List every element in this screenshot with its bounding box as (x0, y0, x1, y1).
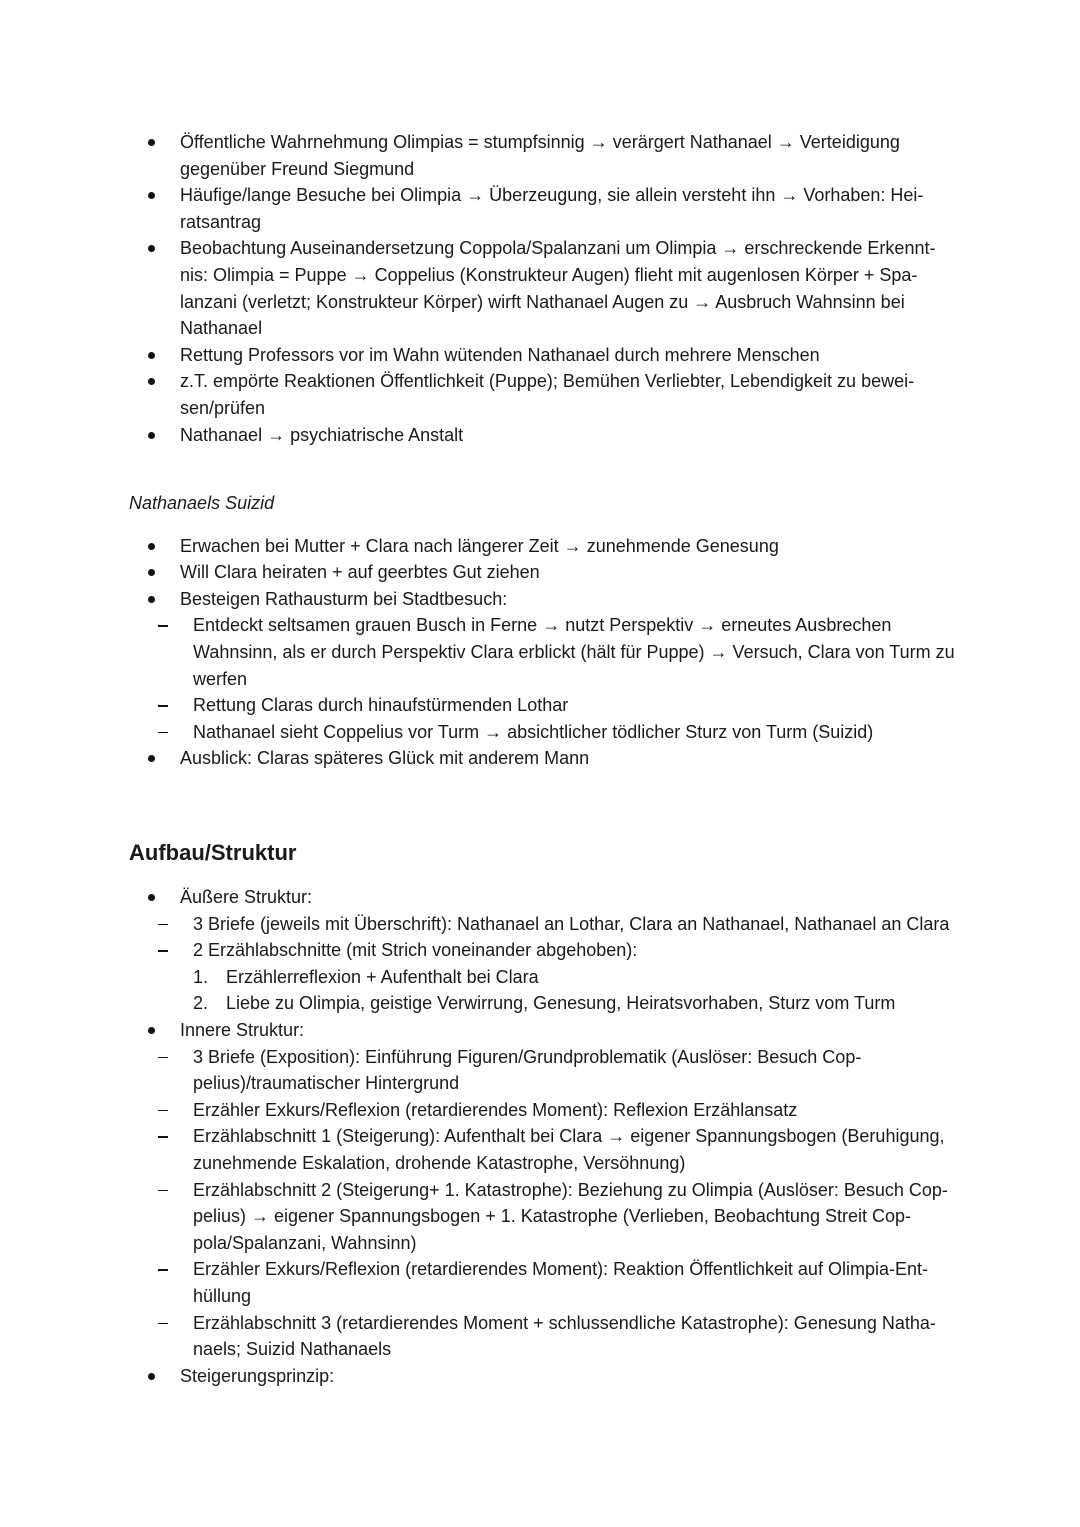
list-item: Häufige/lange Besuche bei Olimpia → Überzeugung, sie allein versteht ihn → Vorhaben: Hei-ratsantrag (0, 182, 1080, 235)
section-aufbau-struktur (0, 838, 1080, 1389)
plot-summary-list (0, 129, 1080, 448)
list-item: Erwachen bei Mutter + Clara nach längerer Zeit → zunehmende Genesung (0, 533, 1080, 560)
dash-item: 3 Briefe (jeweils mit Überschrift): Nathanael an Lothar, Clara an Nathanael, Nathanael an Clara (0, 911, 1080, 938)
list-item: Steigerungsprinzip: (0, 1363, 1080, 1390)
numbered-item-text: Erzählerreflexion + Aufenthalt bei Clara (226, 966, 539, 987)
section-heading: Aufbau/Struktur (129, 840, 297, 865)
dash-item: Erzählabschnitt 1 (Steigerung): Aufenthalt bei Clara → eigener Spannungsbogen (Beruhigung, zunehmende Eskalation, drohende Katastrophe, Versöhnung) (0, 1123, 1080, 1176)
subsection-title: Nathanaels Suizid (129, 493, 275, 513)
list-item: Nathanael → psychiatrische Anstalt (0, 422, 1080, 449)
dash-item: Entdeckt seltsamen grauen Busch in Ferne → nutzt Perspektiv → erneutes Ausbrechen Wahnsinn, als er durch Perspektiv Clara erblickt (hält für Puppe) → Versuch, Clara von Turm zu werfen (0, 612, 1080, 692)
dash-item: Rettung Claras durch hinaufstürmenden Lothar (0, 692, 1080, 719)
dash-item: Erzählabschnitt 3 (retardierendes Moment + schlussendliche Katastrophe): Genesung Natha-naels; Suizid Nathanaels (0, 1310, 1080, 1363)
dash-item: Erzähler Exkurs/Reflexion (retardierendes Moment): Reflexion Erzählansatz (0, 1097, 1080, 1124)
numbered-item-text: Liebe zu Olimpia, geistige Verwirrung, Genesung, Heiratsvorhaben, Sturz vom Turm (226, 993, 896, 1014)
list-item: Besteigen Rathausturm bei Stadtbesuch: (0, 586, 1080, 613)
suizid-list (0, 533, 1080, 772)
dash-item: 2 Erzählabschnitte (mit Strich voneinander abgehoben): (0, 937, 1080, 964)
list-item: Rettung Professors vor im Wahn wütenden Nathanael durch mehrere Menschen (0, 342, 1080, 369)
dash-item: Erzählabschnitt 2 (Steigerung+ 1. Katastrophe): Beziehung zu Olimpia (Auslöser: Besuch Cop-pelius) → eigener Spannungsbogen + 1. Katastrophe (Verlieben, Beobachtung Streit Cop-pola/Spalanzani, Wahnsinn) (0, 1177, 1080, 1257)
list-item: Will Clara heiraten + auf geerbtes Gut ziehen (0, 559, 1080, 586)
dash-item: Nathanael sieht Coppelius vor Turm → absichtlicher tödlicher Sturz von Turm (Suizid) (0, 719, 1080, 746)
list-item: Äußere Struktur: (0, 884, 1080, 911)
dash-item: 3 Briefe (Exposition): Einführung Figuren/Grundproblematik (Auslöser: Besuch Cop-pelius)/traumatischer Hintergrund (0, 1044, 1080, 1097)
item-number: 1. (193, 966, 209, 987)
list-item: Öffentliche Wahrnehmung Olimpias = stumpfsinnig → verärgert Nathanael → Verteidigung gegenüber Freund Siegmund (0, 129, 1080, 182)
list-item: Innere Struktur: (0, 1017, 1080, 1044)
section-nathanaels-suizid (0, 490, 1080, 772)
list-item: Beobachtung Auseinandersetzung Coppola/Spalanzani um Olimpia → erschreckende Erkennt-nis: Olimpia = Puppe → Coppelius (Konstrukteur Augen) flieht mit augenlosen Körper + Spa-lanzani (verletzt; Konstrukteur Körper) wirft Nathanael Augen zu → Ausbruch Wahnsinn bei Nathanael (0, 235, 1080, 341)
structure-list (0, 884, 1080, 1389)
numbered-item (0, 990, 1080, 1017)
list-item: Ausblick: Claras späteres Glück mit anderem Mann (0, 745, 1080, 772)
numbered-item (0, 964, 1080, 991)
list-item: z.T. empörte Reaktionen Öffentlichkeit (Puppe); Bemühen Verliebter, Lebendigkeit zu bewei-sen/prüfen (0, 368, 1080, 421)
item-number: 2. (193, 993, 209, 1014)
dash-item: Erzähler Exkurs/Reflexion (retardierendes Moment): Reaktion Öffentlichkeit auf Olimpia-Ent-hüllung (0, 1256, 1080, 1309)
